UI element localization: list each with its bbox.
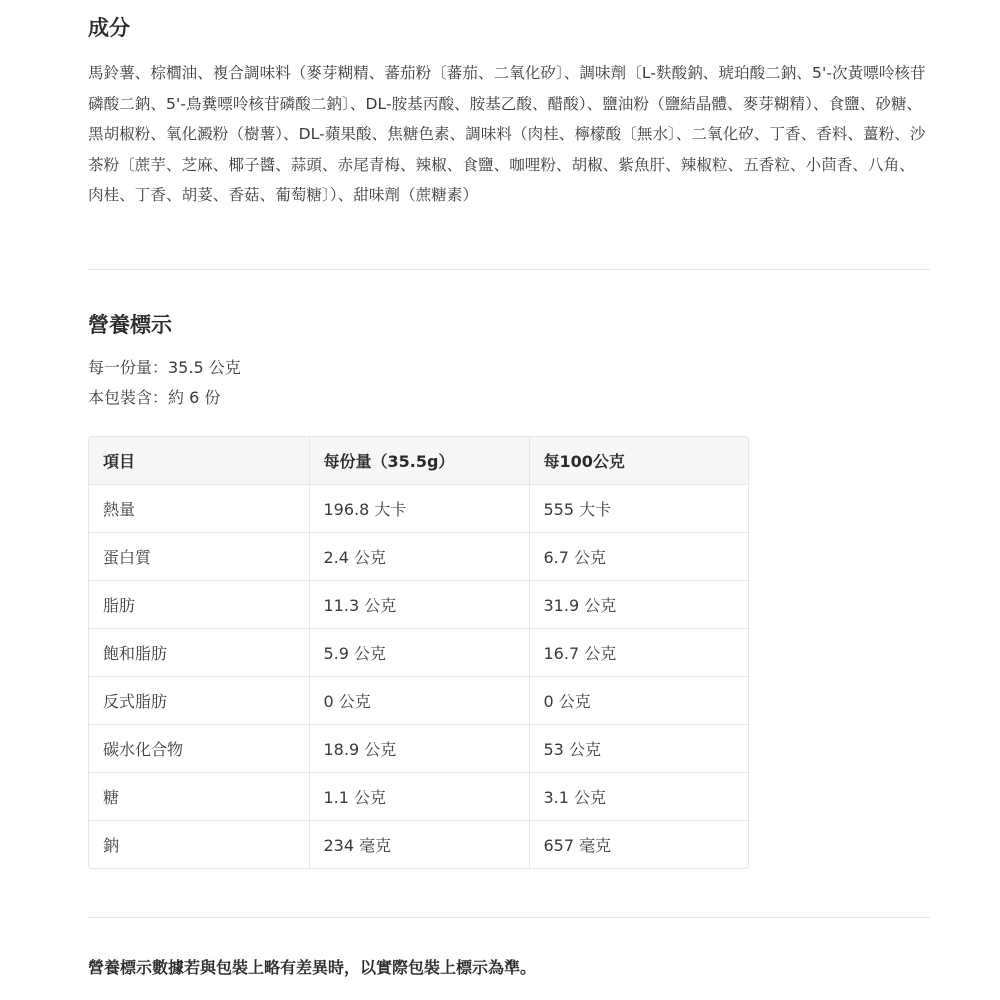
per-serving-value: 18.9 公克 [309, 724, 529, 772]
nutrition-footnote: 營養標示數據若與包裝上略有差異時，以實際包裝上標示為準。 [88, 958, 537, 977]
table-row [89, 532, 748, 580]
table-row [89, 628, 748, 676]
per-100g-value: 16.7 公克 [529, 628, 748, 676]
nutrient-name: 脂肪 [89, 580, 309, 628]
per-100g-value: 31.9 公克 [529, 580, 748, 628]
section-divider [88, 917, 930, 918]
header-per-serving: 每份量（35.5g） [309, 437, 529, 484]
nutrition-table [89, 437, 748, 868]
header-per-100g: 每100公克 [529, 437, 748, 484]
per-serving-value: 2.4 公克 [309, 532, 529, 580]
per-serving-value: 0 公克 [309, 676, 529, 724]
per-100g-value: 3.1 公克 [529, 772, 748, 820]
nutrient-name: 蛋白質 [89, 532, 309, 580]
table-row [89, 484, 748, 532]
per-100g-value: 6.7 公克 [529, 532, 748, 580]
nutrient-name: 飽和脂肪 [89, 628, 309, 676]
table-row [89, 724, 748, 772]
table-row [89, 772, 748, 820]
per-100g-value: 657 毫克 [529, 820, 748, 868]
nutrition-title: 營養標示 [88, 313, 172, 337]
per-serving-value: 11.3 公克 [309, 580, 529, 628]
per-100g-value: 53 公克 [529, 724, 748, 772]
nutrient-name: 熱量 [89, 484, 309, 532]
per-100g-value: 555 大卡 [529, 484, 748, 532]
servings-per-package: 本包裝含：約 6 份 [88, 388, 221, 407]
per-serving-value: 5.9 公克 [309, 628, 529, 676]
ingredients-title: 成分 [88, 16, 130, 40]
table-row [89, 676, 748, 724]
product-info-page [88, 0, 930, 1000]
header-item: 項目 [89, 437, 309, 484]
per-100g-value: 0 公克 [529, 676, 748, 724]
nutrition-table-container [88, 436, 749, 869]
table-header-row [89, 437, 748, 484]
per-serving-value: 1.1 公克 [309, 772, 529, 820]
table-row [89, 820, 748, 868]
table-row [89, 580, 748, 628]
nutrient-name: 糖 [89, 772, 309, 820]
per-serving-value: 234 毫克 [309, 820, 529, 868]
nutrient-name: 鈉 [89, 820, 309, 868]
per-serving-value: 196.8 大卡 [309, 484, 529, 532]
serving-size: 每一份量：35.5 公克 [88, 358, 241, 377]
ingredients-text: 馬鈴薯、棕櫚油、複合調味料（麥芽糊精、蕃茄粉〔蕃茄、二氧化矽〕、調味劑〔L-麩酸鈉、琥珀酸二鈉、5'-次黃嘌呤核苷磷酸二鈉、5'-鳥糞嘌呤核苷磷酸二鈉〕、DL-胺基丙酸、胺基乙酸、醋酸）、鹽油粉（鹽結晶體、麥芽糊精）、食鹽、砂糖、黑胡椒粉、氧化澱粉（樹薯）、DL-蘋果酸、焦糖色素、調味料（肉桂、檸檬酸〔無水〕、二氧化矽、丁香、香料、薑粉、沙茶粉〔蔗芋、芝麻、椰子醬、蒜頭、赤尾青梅、辣椒、食鹽、咖哩粉、胡椒、紫魚肝、辣椒粒、五香粒、小茴香、八角、肉桂、丁香、胡荽、香菇、葡萄糖〕）、甜味劑（蔗糖素） [88, 64, 926, 204]
nutrient-name: 反式脂肪 [89, 676, 309, 724]
nutrient-name: 碳水化合物 [89, 724, 309, 772]
section-divider [88, 269, 930, 270]
